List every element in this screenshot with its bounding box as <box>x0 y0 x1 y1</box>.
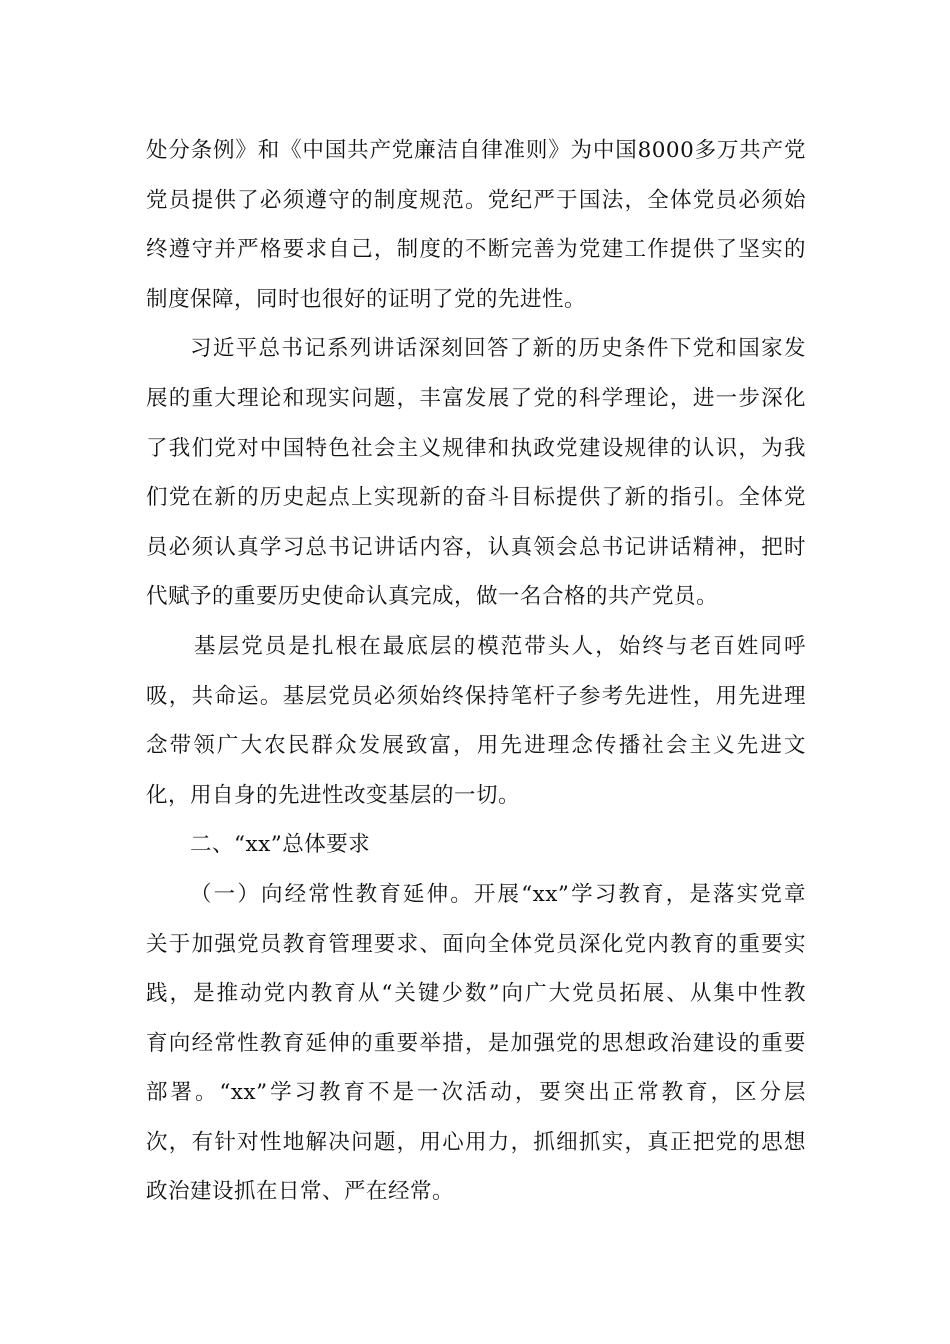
text-line: 员必须认真学习总书记讲话内容，认真领会总书记讲话精神，把时 <box>146 534 806 560</box>
paragraph <box>146 870 806 1217</box>
text-line: 处分条例》和《中国共产党廉洁自律准则》为中国8000多万共产党 <box>146 138 806 163</box>
text-line: 习近平总书记系列讲话深刻回答了新的历史条件下党和国家发 <box>190 336 806 362</box>
text-line: 次，有针对性地解决问题，用心用力，抓细抓实，真正把党的思想 <box>146 1129 806 1155</box>
text-line: （一）向经常性教育延伸。开展“xx”学习教育，是落实党章 <box>190 881 806 907</box>
text-line: 基层党员是扎根在最底层的模范带头人，始终与老百姓同呼 <box>194 633 806 659</box>
text-line: 育向经常性教育延伸的重要举措，是加强党的思想政治建设的重要 <box>146 1030 806 1056</box>
section-heading <box>146 820 806 870</box>
paragraph <box>146 622 806 820</box>
text-line: 党员提供了必须遵守的制度规范。党纪严于国法，全体党员必须始 <box>146 187 806 213</box>
text-line: 政治建设抓在日常、严在经常。 <box>146 1179 455 1205</box>
document-body <box>146 126 806 1217</box>
text-line: 制度保障，同时也很好的证明了党的先进性。 <box>146 286 587 312</box>
text-line: 们党在新的历史起点上实现新的奋斗目标提供了新的指引。全体党 <box>146 485 806 511</box>
paragraph <box>146 126 806 324</box>
text-line: 代赋予的重要历史使命认真完成，做一名合格的共产党员。 <box>146 584 719 610</box>
text-line: 关于加强党员教育管理要求、面向全体党员深化党内教育的重要实 <box>146 931 806 957</box>
text-line: 了我们党对中国特色社会主义规律和执政党建设规律的认识，为我 <box>146 435 806 461</box>
paragraph <box>146 324 806 622</box>
text-line: 化，用自身的先进性改变基层的一切。 <box>146 782 521 808</box>
text-line: 念带领广大农民群众发展致富，用先进理念传播社会主义先进文 <box>146 733 806 759</box>
text-line: 终遵守并严格要求自己，制度的不断完善为党建工作提供了坚实的 <box>146 237 806 263</box>
text-line: 吸，共命运。基层党员必须始终保持笔杆子参考先进性，用先进理 <box>146 683 806 709</box>
text-line: 践，是推动党内教育从“关键少数”向广大党员拓展、从集中性教 <box>146 981 806 1007</box>
text-line: 展的重大理论和现实问题，丰富发展了党的科学理论，进一步深化 <box>146 385 806 411</box>
section-heading-text: 二、“xx”总体要求 <box>190 832 371 858</box>
text-line: 部署。“xx”学习教育不是一次活动，要突出正常教育，区分层 <box>146 1080 806 1106</box>
